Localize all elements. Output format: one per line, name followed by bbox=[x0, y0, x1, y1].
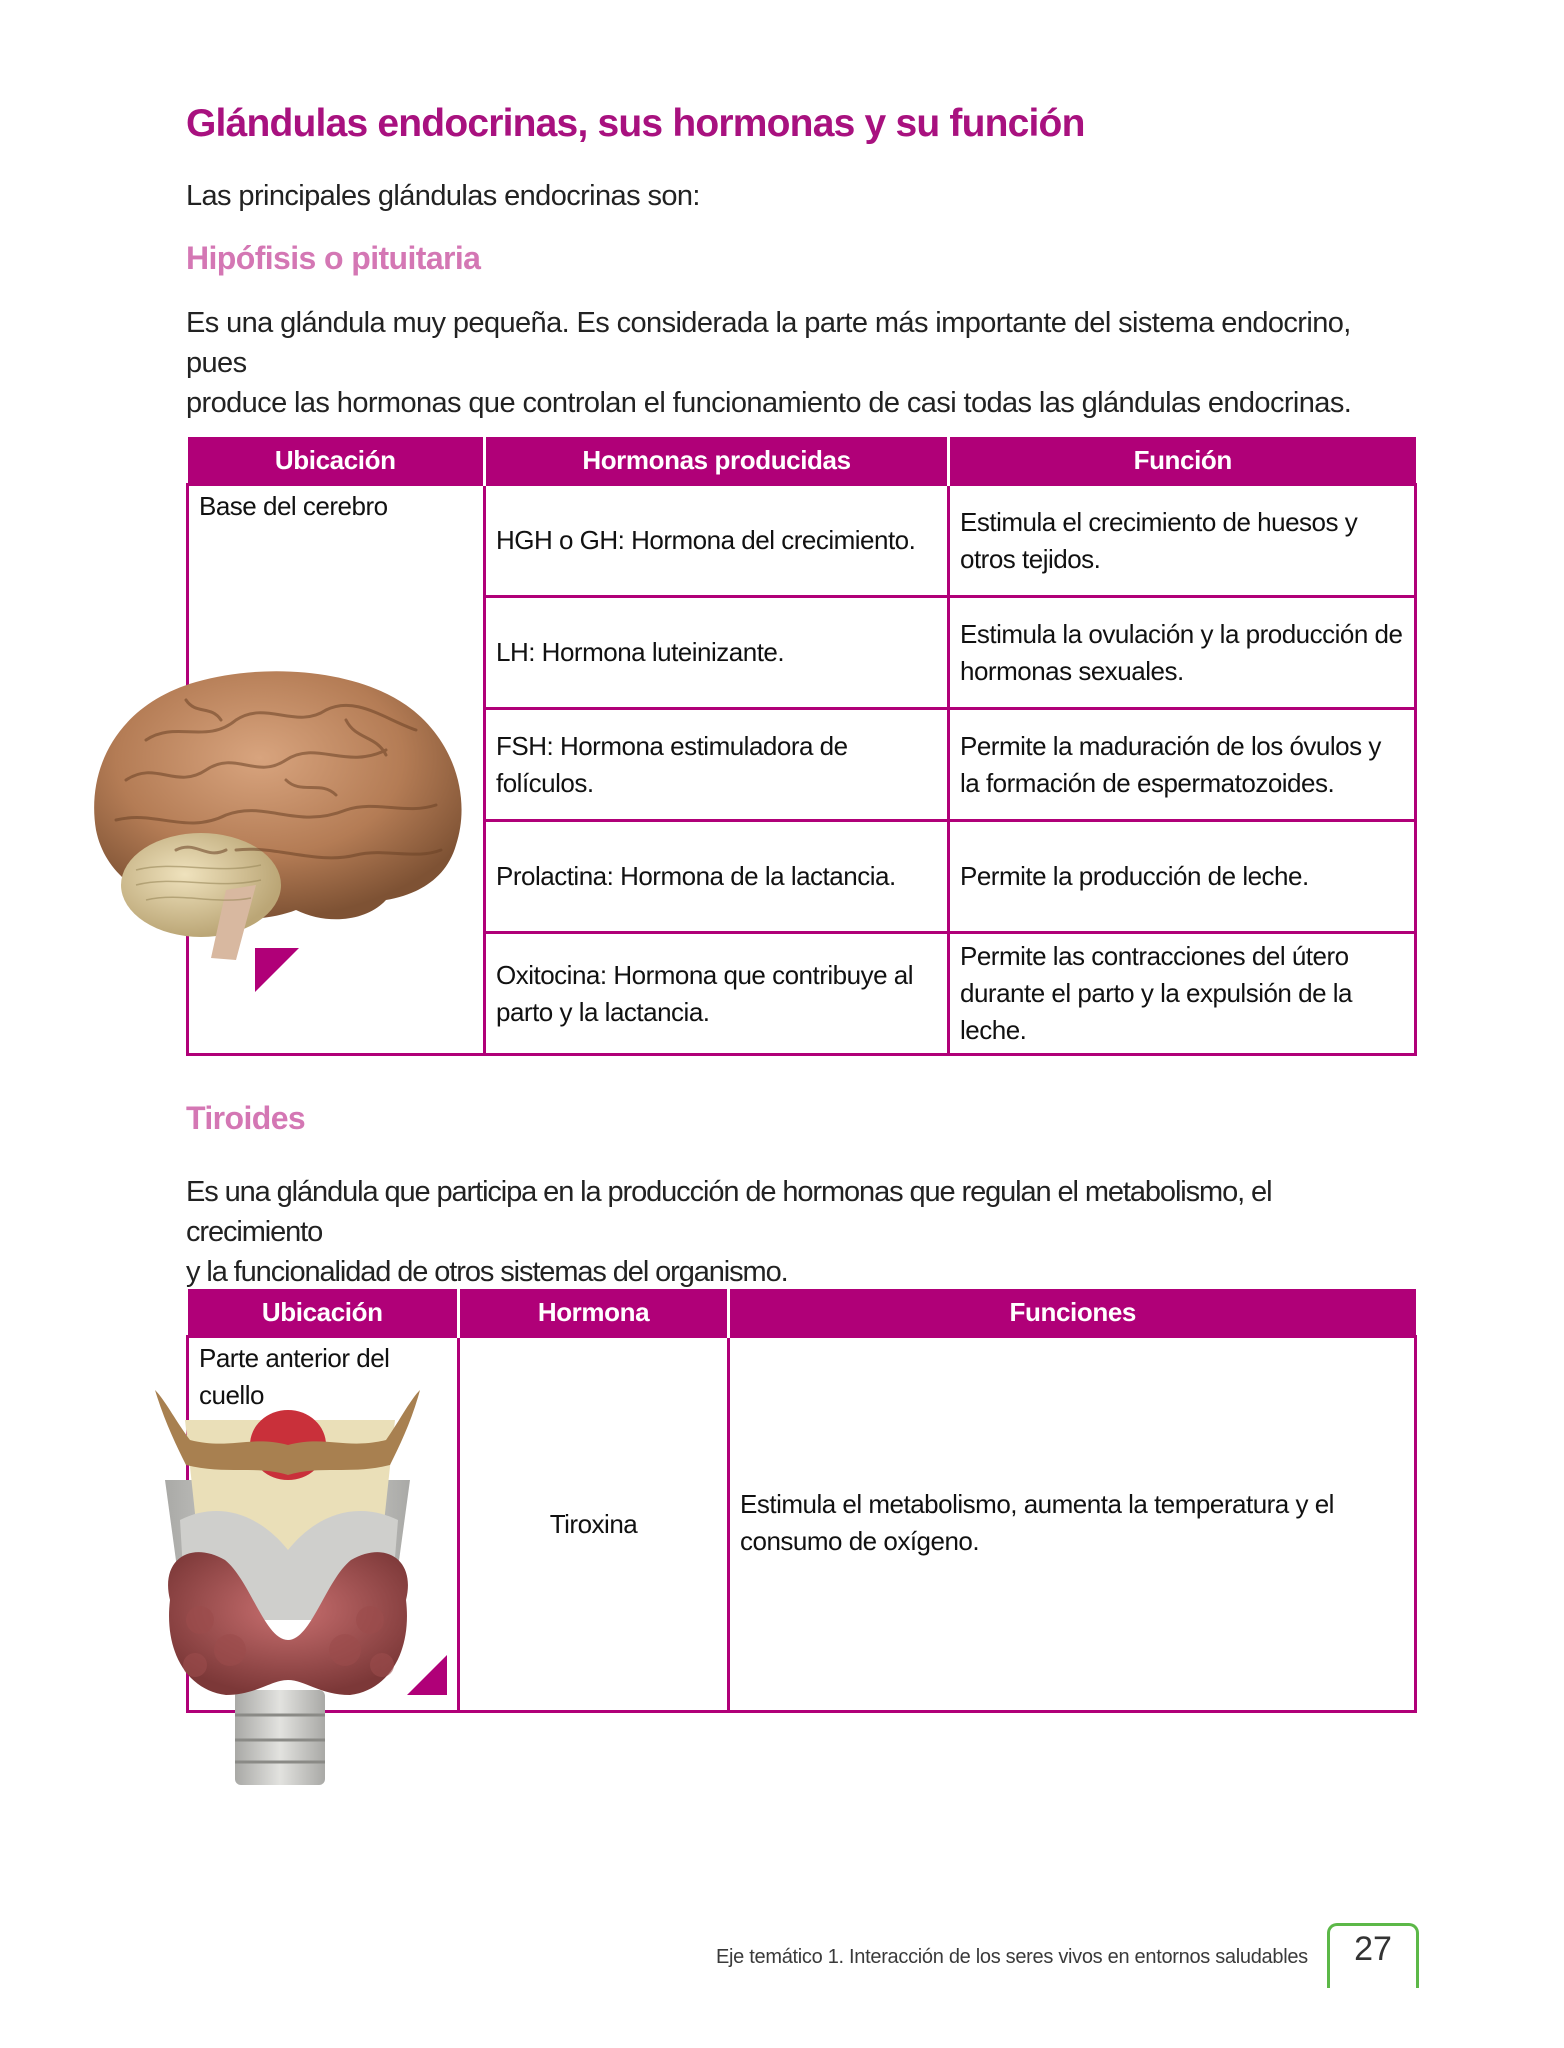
page-title: Glándulas endocrinas, sus hormonas y su función bbox=[186, 102, 1085, 145]
hormone-cell: FSH: Hormona estimuladora de folículos. bbox=[485, 709, 949, 821]
tiroides-description-line: Es una glándula que participa en la producción de hormonas que regulan el metabolismo, el crecimiento bbox=[186, 1176, 1272, 1248]
column-header-location: Ubicación bbox=[188, 1289, 459, 1337]
column-header-hormones: Hormonas producidas bbox=[485, 437, 949, 485]
table-header-row bbox=[188, 437, 1416, 485]
brain-illustration bbox=[86, 660, 466, 960]
location-text: Parte anterior del cuello bbox=[199, 1343, 390, 1410]
column-header-functions: Funciones bbox=[729, 1289, 1416, 1337]
hormone-cell: HGH o GH: Hormona del crecimiento. bbox=[485, 485, 949, 597]
tiroides-description bbox=[186, 1172, 1414, 1292]
hormone-cell: LH: Hormona luteinizante. bbox=[485, 597, 949, 709]
tiroides-description-line: y la funcionalidad de otros sistemas del organismo. bbox=[186, 1256, 788, 1288]
function-cell: Estimula la ovulación y la producción de hormonas sexuales. bbox=[949, 597, 1416, 709]
column-header-location: Ubicación bbox=[188, 437, 485, 485]
hormone-cell: Prolactina: Hormona de la lactancia. bbox=[485, 821, 949, 933]
brain-pointer-triangle bbox=[255, 948, 299, 992]
intro-text: Las principales glándulas endocrinas son: bbox=[186, 180, 700, 212]
table-row bbox=[188, 485, 1416, 597]
hipofisis-heading: Hipófisis o pituitaria bbox=[186, 240, 481, 276]
function-cell: Estimula el metabolismo, aumenta la temperatura y el consumo de oxígeno. bbox=[729, 1337, 1416, 1712]
tiroides-heading: Tiroides bbox=[186, 1100, 306, 1136]
column-header-hormone: Hormona bbox=[459, 1289, 729, 1337]
hormone-cell: Oxitocina: Hormona que contribuye al parto y la lactancia. bbox=[485, 933, 949, 1055]
footer-axis-text: Eje temático 1. Interacción de los seres vivos en entornos saludables bbox=[716, 1946, 1308, 1968]
hormone-cell: Tiroxina bbox=[459, 1337, 729, 1712]
hipofisis-description bbox=[186, 303, 1414, 423]
page-number: 27 bbox=[1354, 1930, 1392, 1968]
function-cell: Permite las contracciones del útero durante el parto y la expulsión de la leche. bbox=[949, 933, 1416, 1055]
function-cell: Permite la maduración de los óvulos y la formación de espermatozoides. bbox=[949, 709, 1416, 821]
function-cell: Permite la producción de leche. bbox=[949, 821, 1416, 933]
hipofisis-description-line: Es una glándula muy pequeña. Es considerada la parte más importante del sistema endocrino, pues bbox=[186, 307, 1351, 379]
function-cell: Estimula el crecimiento de huesos y otros tejidos. bbox=[949, 485, 1416, 597]
column-header-function: Función bbox=[949, 437, 1416, 485]
table-header-row bbox=[188, 1289, 1416, 1337]
hipofisis-description-line: produce las hormonas que controlan el funcionamiento de casi todas las glándulas endocrinas. bbox=[186, 387, 1352, 419]
thyroid-pointer-triangle bbox=[407, 1655, 447, 1695]
thyroid-illustration bbox=[150, 1390, 425, 1790]
location-text: Base del cerebro bbox=[199, 491, 388, 521]
